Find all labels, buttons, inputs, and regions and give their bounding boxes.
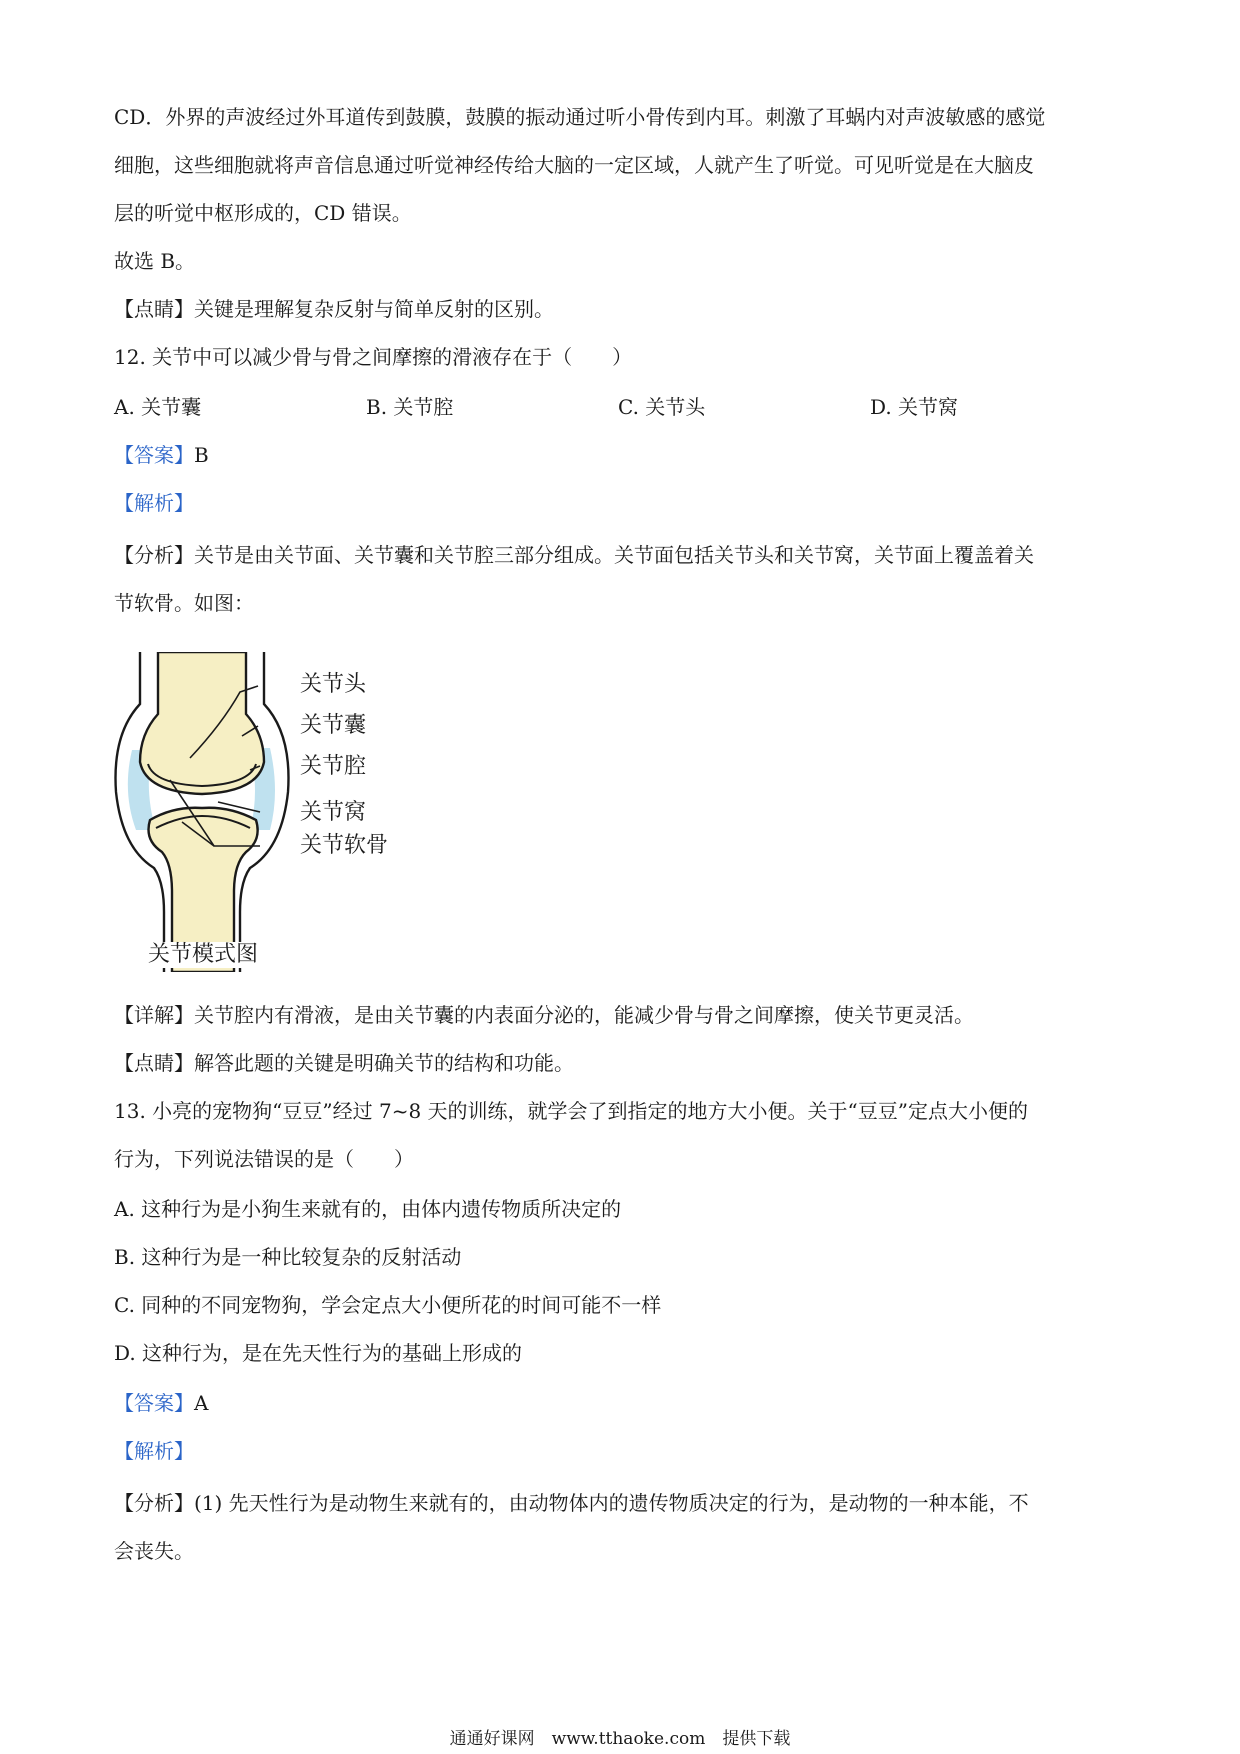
q12-dianjing: 【点睛】解答此题的关键是明确关节的结构和功能。 <box>114 1051 574 1075</box>
joint-diagram <box>110 652 430 972</box>
q12-xiangjie: 【详解】关节腔内有滑液，是由关节囊的内表面分泌的，能减少骨与骨之间摩擦，使关节更灵活。 <box>114 1003 974 1027</box>
paragraph-cd-line-3: 层的听觉中枢形成的，CD 错误。 <box>114 201 412 225</box>
q13-answer-row <box>114 1388 208 1418</box>
answer-tag: 【答案】 <box>114 443 194 467</box>
q12-option-b: B. 关节腔 <box>366 395 454 419</box>
paragraph-cd-line-2: 细胞，这些细胞就将声音信息通过听觉神经传给大脑的一定区域，人就产生了听觉。可见听觉是在大脑皮 <box>114 153 1034 177</box>
answer-value: A <box>194 1391 209 1415</box>
label-joint-capsule: 关节囊 <box>300 713 367 738</box>
label-joint-fossa: 关节窝 <box>300 800 367 825</box>
answer-value: B <box>194 443 209 467</box>
label-joint-head: 关节头 <box>300 672 367 697</box>
label-joint-cartilage: 关节软骨 <box>300 833 389 858</box>
q13-option-d: D. 这种行为，是在先天性行为的基础上形成的 <box>114 1341 523 1365</box>
q13-fenxi-line-1: 【分析】(1) 先天性行为是动物生来就有的，由动物体内的遗传物质决定的行为，是动物的一种本能，不 <box>114 1491 1029 1515</box>
choose-answer-line: 故选 B。 <box>114 249 196 273</box>
q13-option-b: B. 这种行为是一种比较复杂的反射活动 <box>114 1245 462 1269</box>
analysis-tag: 【解析】 <box>114 491 194 515</box>
figure-caption: 关节模式图 <box>144 942 262 968</box>
q12-fenxi-line-1: 【分析】关节是由关节面、关节囊和关节腔三部分组成。关节面包括关节头和关节窝，关节面上覆盖着关 <box>114 543 1034 567</box>
joint-diagram-svg <box>110 652 430 972</box>
q12-option-c: C. 关节头 <box>618 395 706 419</box>
q13-option-a: A. 这种行为是小狗生来就有的，由体内遗传物质所决定的 <box>114 1197 622 1221</box>
q13-stem-line-2: 行为，下列说法错误的是（ ） <box>114 1147 414 1171</box>
label-joint-cavity: 关节腔 <box>300 754 367 779</box>
dianjing-q11: 【点睛】关键是理解复杂反射与简单反射的区别。 <box>114 297 554 321</box>
q12-stem: 12. 关节中可以减少骨与骨之间摩擦的滑液存在于（ ） <box>114 345 633 369</box>
answer-tag: 【答案】 <box>114 1391 194 1415</box>
q13-fenxi-line-2: 会丧失。 <box>114 1539 194 1563</box>
analysis-tag: 【解析】 <box>114 1439 194 1463</box>
q12-option-d: D. 关节窝 <box>870 395 959 419</box>
q12-fenxi-line-2: 节软骨。如图： <box>114 591 254 615</box>
upper-bone <box>140 652 264 794</box>
q13-stem-line-1: 13. 小亮的宠物狗“豆豆”经过 7~8 天的训练，就学会了到指定的地方大小便。关于“豆豆”定点大小便的 <box>114 1099 1028 1123</box>
q13-option-c: C. 同种的不同宠物狗，学会定点大小便所花的时间可能不一样 <box>114 1293 662 1317</box>
q12-answer-row <box>114 440 209 470</box>
page-footer: 通通好课网 www.tthaoke.com 提供下载 <box>449 1729 791 1749</box>
paragraph-cd-line-1: CD．外界的声波经过外耳道传到鼓膜，鼓膜的振动通过听小骨传到内耳。刺激了耳蜗内对声波敏感的感觉 <box>114 105 1046 129</box>
q12-option-a: A. 关节囊 <box>114 395 202 419</box>
